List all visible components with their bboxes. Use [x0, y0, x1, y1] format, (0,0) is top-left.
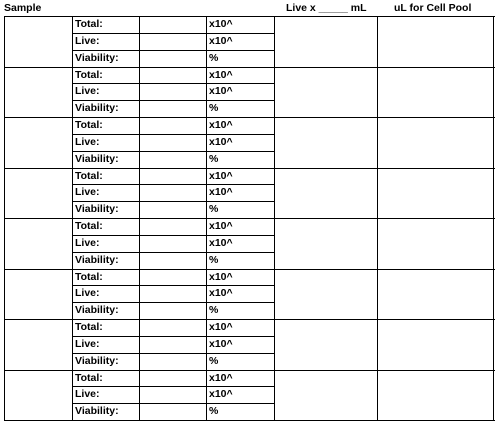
live-per-ml-cell[interactable]	[274, 16, 377, 67]
unit-label: x10^	[209, 186, 233, 199]
sample-name-cell[interactable]	[4, 117, 72, 168]
grid-line	[206, 16, 207, 421]
ul-for-cell-pool-cell[interactable]	[377, 269, 494, 320]
measure-label: Total:	[75, 270, 103, 283]
measure-value-cell[interactable]	[139, 252, 206, 269]
grid-line	[72, 134, 275, 135]
unit-label: x10^	[209, 270, 233, 283]
grid-line	[377, 16, 378, 421]
sample-name-cell[interactable]	[4, 16, 72, 67]
unit-label: x10^	[209, 337, 233, 350]
unit-label: %	[209, 304, 219, 317]
unit-label: x10^	[209, 388, 233, 401]
grid-line	[72, 201, 275, 202]
ul-for-cell-pool-cell[interactable]	[377, 319, 494, 370]
sample-group	[4, 319, 494, 370]
unit-label: x10^	[209, 287, 233, 300]
grid-line	[72, 151, 275, 152]
measure-label: Live:	[75, 135, 100, 148]
grid-line	[72, 100, 275, 101]
measure-label: Viability:	[75, 203, 119, 216]
measure-value-cell[interactable]	[139, 285, 206, 302]
unit-label: x10^	[209, 135, 233, 148]
unit-label: %	[209, 253, 219, 266]
measure-label: Total:	[75, 321, 103, 333]
live-per-ml-cell[interactable]	[274, 117, 377, 168]
sample-group	[4, 218, 494, 269]
measure-value-cell[interactable]	[139, 151, 206, 168]
grid-line	[4, 168, 495, 169]
measure-label: Viability:	[75, 102, 119, 115]
measure-label: Live:	[75, 186, 100, 199]
measure-value-cell[interactable]	[139, 168, 206, 185]
grid-line	[72, 184, 275, 185]
grid-line	[493, 16, 494, 421]
ul-for-cell-pool-cell[interactable]	[377, 218, 494, 269]
grid-line	[4, 16, 495, 17]
grid-line	[72, 252, 275, 253]
sample-group	[4, 67, 494, 118]
measure-label: Live:	[75, 337, 100, 350]
measure-value-cell[interactable]	[139, 336, 206, 353]
measure-label: Total:	[75, 169, 103, 182]
measure-value-cell[interactable]	[139, 269, 206, 286]
live-per-ml-header: Live x _____ mL	[286, 2, 367, 14]
unit-label: %	[209, 51, 219, 64]
unit-label: x10^	[209, 119, 233, 131]
grid-line	[72, 302, 275, 303]
unit-label: x10^	[209, 236, 233, 249]
measure-label: Live:	[75, 236, 100, 249]
sample-group	[4, 269, 494, 320]
grid-line	[72, 336, 275, 337]
grid-line	[274, 16, 275, 421]
measure-value-cell[interactable]	[139, 117, 206, 134]
measure-value-cell[interactable]	[139, 302, 206, 319]
unit-label: x10^	[209, 220, 233, 232]
measure-label: Live:	[75, 287, 100, 300]
sample-name-cell[interactable]	[4, 370, 72, 421]
grid-line	[72, 403, 275, 404]
unit-label: %	[209, 354, 219, 367]
unit-label: x10^	[209, 371, 233, 384]
measure-value-cell[interactable]	[139, 403, 206, 420]
measure-value-cell[interactable]	[139, 67, 206, 84]
unit-label: x10^	[209, 18, 233, 30]
cell-count-table	[4, 16, 494, 419]
grid-line	[4, 269, 495, 270]
measure-label: Viability:	[75, 51, 119, 64]
measure-label: Total:	[75, 371, 103, 384]
measure-value-cell[interactable]	[139, 16, 206, 33]
unit-label: x10^	[209, 68, 233, 81]
ul-for-cell-pool-cell[interactable]	[377, 168, 494, 219]
measure-value-cell[interactable]	[139, 201, 206, 218]
grid-line	[72, 33, 275, 34]
ul-for-cell-pool-cell[interactable]	[377, 117, 494, 168]
ul-for-cell-pool-cell[interactable]	[377, 370, 494, 421]
sample-group	[4, 16, 494, 67]
measure-value-cell[interactable]	[139, 134, 206, 151]
measure-label: Viability:	[75, 152, 119, 165]
measure-value-cell[interactable]	[139, 50, 206, 67]
measure-value-cell[interactable]	[139, 386, 206, 403]
grid-line	[4, 67, 495, 68]
grid-line	[72, 83, 275, 84]
grid-line	[4, 420, 495, 421]
measure-value-cell[interactable]	[139, 218, 206, 235]
sample-header: Sample	[4, 2, 42, 14]
sample-name-cell[interactable]	[4, 218, 72, 269]
grid-line	[72, 50, 275, 51]
grid-line	[139, 16, 140, 421]
measure-label: Total:	[75, 18, 103, 30]
measure-value-cell[interactable]	[139, 353, 206, 370]
grid-line	[72, 235, 275, 236]
measure-label: Total:	[75, 119, 103, 131]
ul-for-cell-pool-cell[interactable]	[377, 16, 494, 67]
ul-for-cell-pool-cell[interactable]	[377, 67, 494, 118]
unit-label: %	[209, 405, 219, 418]
live-per-ml-cell[interactable]	[274, 218, 377, 269]
measure-label: Live:	[75, 388, 100, 401]
sample-name-cell[interactable]	[4, 319, 72, 370]
measure-label: Viability:	[75, 304, 119, 317]
unit-label: x10^	[209, 34, 233, 47]
unit-label: %	[209, 203, 219, 216]
live-per-ml-cell[interactable]	[274, 370, 377, 421]
grid-line	[4, 117, 495, 118]
unit-label: x10^	[209, 85, 233, 98]
measure-value-cell[interactable]	[139, 33, 206, 50]
measure-value-cell[interactable]	[139, 370, 206, 387]
measure-value-cell[interactable]	[139, 184, 206, 201]
grid-line	[72, 386, 275, 387]
measure-label: Live:	[75, 34, 100, 47]
grid-line	[72, 16, 73, 421]
unit-label: %	[209, 102, 219, 115]
sample-group	[4, 117, 494, 168]
measure-value-cell[interactable]	[139, 319, 206, 336]
live-per-ml-cell[interactable]	[274, 67, 377, 118]
grid-line	[4, 218, 495, 219]
grid-line	[4, 319, 495, 320]
measure-label: Live:	[75, 85, 100, 98]
live-per-ml-cell[interactable]	[274, 319, 377, 370]
measure-label: Viability:	[75, 253, 119, 266]
unit-label: %	[209, 152, 219, 165]
grid-line	[72, 353, 275, 354]
sample-group	[4, 168, 494, 219]
ul-for-cell-pool-header: uL for Cell Pool	[394, 2, 472, 14]
measure-label: Viability:	[75, 354, 119, 367]
live-per-ml-cell[interactable]	[274, 269, 377, 320]
measure-value-cell[interactable]	[139, 100, 206, 117]
measure-label: Total:	[75, 68, 103, 81]
measure-label: Viability:	[75, 405, 119, 418]
sample-name-cell[interactable]	[4, 168, 72, 219]
unit-label: x10^	[209, 321, 233, 333]
grid-line	[4, 370, 495, 371]
grid-line	[4, 16, 5, 421]
sample-name-cell[interactable]	[4, 269, 72, 320]
live-per-ml-cell[interactable]	[274, 168, 377, 219]
measure-value-cell[interactable]	[139, 83, 206, 100]
measure-value-cell[interactable]	[139, 235, 206, 252]
sample-group	[4, 370, 494, 421]
sample-name-cell[interactable]	[4, 67, 72, 118]
unit-label: x10^	[209, 169, 233, 182]
measure-label: Total:	[75, 220, 103, 232]
grid-line	[72, 285, 275, 286]
